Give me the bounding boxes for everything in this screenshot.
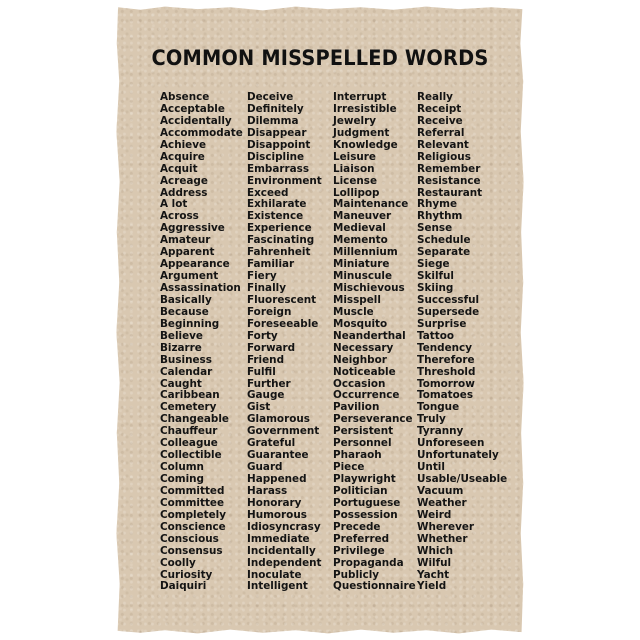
word-item: Acceptable xyxy=(160,102,225,115)
word-item: Exceed xyxy=(247,186,289,199)
word-item: Surprise xyxy=(417,317,467,330)
word-item: Resistance xyxy=(417,174,481,187)
word-item: Supersede xyxy=(417,305,480,318)
word-item: Neanderthal xyxy=(333,329,406,342)
word-item: Truly xyxy=(417,413,446,426)
word-item: Coming xyxy=(160,473,204,485)
word-item: Rhythm xyxy=(417,210,463,223)
word-item: Receive xyxy=(417,114,463,127)
word-item: Forty xyxy=(247,329,278,342)
word-item: Piece xyxy=(333,461,365,474)
word-item: Deceive xyxy=(247,91,294,103)
word-item: Fahrenheit xyxy=(247,246,311,259)
word-item: Caribbean xyxy=(160,389,220,402)
word-item: Guard xyxy=(247,461,283,474)
word-item: Usable/Useable xyxy=(417,473,508,485)
word-item: A lot xyxy=(160,198,188,211)
word-item: Siege xyxy=(417,258,450,271)
word-item: Daiquiri xyxy=(160,580,207,593)
word-item: Tattoo xyxy=(417,329,454,342)
word-column-2 xyxy=(247,92,322,593)
word-item: Existence xyxy=(247,210,304,223)
word-item: Neighbor xyxy=(333,353,387,366)
word-item: License xyxy=(333,174,378,187)
word-item: Sense xyxy=(417,222,453,235)
word-item: Rhyme xyxy=(417,198,458,211)
word-item: Jewelry xyxy=(333,114,377,127)
word-item: Minuscule xyxy=(333,270,393,283)
word-item: Necessary xyxy=(333,341,394,354)
word-item: Publicly xyxy=(333,568,380,581)
word-item: Chauffeur xyxy=(160,425,218,438)
word-item: Maneuver xyxy=(333,210,392,223)
word-item: Therefore xyxy=(417,353,475,366)
word-item: Discipline xyxy=(247,150,305,163)
word-item: Tyranny xyxy=(417,425,464,438)
word-item: Conscience xyxy=(160,520,226,533)
word-item: Misspell xyxy=(333,293,381,306)
word-item: Calendar xyxy=(160,365,213,378)
word-item: Collectible xyxy=(160,449,222,462)
word-item: Restaurant xyxy=(417,186,483,199)
word-item: Address xyxy=(160,186,208,199)
word-item: Conscious xyxy=(160,532,219,545)
word-item: Honorary xyxy=(247,496,302,509)
word-item: Weird xyxy=(417,508,452,521)
word-column-1 xyxy=(160,92,243,593)
word-item: Unfortunately xyxy=(417,449,499,462)
word-item: Referral xyxy=(417,126,465,139)
word-item: Amateur xyxy=(160,234,211,247)
word-item: Judgment xyxy=(333,126,390,139)
word-item: Guarantee xyxy=(247,449,309,462)
word-item: Tendency xyxy=(417,341,472,354)
word-item: Vacuum xyxy=(417,484,464,497)
word-item: Completely xyxy=(160,508,226,521)
word-item: Cemetery xyxy=(160,401,217,414)
word-item: Mosquito xyxy=(333,317,388,330)
word-item: Experience xyxy=(247,222,312,235)
word-item: Curiosity xyxy=(160,568,213,581)
word-item: Pavilion xyxy=(333,401,380,414)
word-item: Skiing xyxy=(417,282,454,294)
word-item: Basically xyxy=(160,293,212,306)
word-item: Privilege xyxy=(333,544,385,557)
word-item: Government xyxy=(247,425,320,438)
word-item: Glamorous xyxy=(247,413,310,426)
word-item: Incidentally xyxy=(247,544,316,557)
word-item: Occurrence xyxy=(333,389,400,402)
word-item: Familiar xyxy=(247,258,295,271)
word-item: Until xyxy=(417,461,445,474)
word-item: Foreseeable xyxy=(247,317,319,330)
word-item: Yacht xyxy=(417,568,450,581)
word-item: Wherever xyxy=(417,520,475,533)
word-item: Medieval xyxy=(333,222,386,235)
word-item: Memento xyxy=(333,234,388,247)
word-item: Acreage xyxy=(160,174,208,187)
word-item: Idiosyncrasy xyxy=(247,520,321,533)
word-item: Colleague xyxy=(160,437,218,450)
word-item: Business xyxy=(160,353,212,366)
word-item: Aggressive xyxy=(160,222,225,235)
word-item: Disappoint xyxy=(247,138,311,151)
word-item: Religious xyxy=(417,150,471,163)
word-item: Absence xyxy=(160,91,210,103)
word-item: Accidentally xyxy=(160,114,232,127)
word-item: Because xyxy=(160,305,209,318)
word-item: Humorous xyxy=(247,508,307,521)
word-item: Achieve xyxy=(160,138,207,151)
word-item: Acquire xyxy=(160,150,205,163)
word-item: Fulfil xyxy=(247,365,276,378)
word-item: Column xyxy=(160,461,204,474)
word-item: Finally xyxy=(247,282,286,294)
word-item: Assassination xyxy=(160,282,241,294)
word-item: Receipt xyxy=(417,102,462,115)
word-item: Propaganda xyxy=(333,556,404,569)
word-item: Maintenance xyxy=(333,198,409,211)
word-item: Remember xyxy=(417,162,481,175)
word-item: Weather xyxy=(417,496,467,509)
word-item: Bizarre xyxy=(160,341,202,354)
word-column-4 xyxy=(417,92,507,593)
word-item: Possession xyxy=(333,508,398,521)
word-item: Successful xyxy=(417,293,480,306)
word-item: Tomorrow xyxy=(417,377,475,390)
word-item: Portuguese xyxy=(333,496,401,509)
word-item: Embarrass xyxy=(247,162,310,175)
word-item: Immediate xyxy=(247,532,310,545)
word-item: Leisure xyxy=(333,150,376,163)
word-item: Liaison xyxy=(333,162,375,175)
word-item: Committed xyxy=(160,484,225,497)
word-item: Muscle xyxy=(333,305,374,318)
word-item: Forward xyxy=(247,341,296,354)
word-item: Whether xyxy=(417,532,468,545)
word-item: Pharaoh xyxy=(333,449,382,462)
word-item: Playwright xyxy=(333,473,396,485)
word-item: Yield xyxy=(417,580,447,593)
word-item: Politician xyxy=(333,484,388,497)
word-item: Consensus xyxy=(160,544,223,557)
word-item: Personnel xyxy=(333,437,392,450)
word-item: Which xyxy=(417,544,453,557)
word-item: Intelligent xyxy=(247,580,308,593)
word-item: Miniature xyxy=(333,258,390,271)
word-item: Appearance xyxy=(160,258,230,271)
word-item: Questionnaire xyxy=(333,580,416,593)
word-item: Unforeseen xyxy=(417,437,485,450)
word-item: Preferred xyxy=(333,532,390,545)
word-item: Occasion xyxy=(333,377,386,390)
word-item: Foreign xyxy=(247,305,292,318)
word-item: Schedule xyxy=(417,234,471,247)
word-item: Millennium xyxy=(333,246,398,259)
page-title: COMMON MISSPELLED WORDS xyxy=(151,46,489,71)
word-item: Definitely xyxy=(247,102,304,115)
word-item: Across xyxy=(160,210,199,223)
word-item: Dilemma xyxy=(247,114,299,127)
word-item: Tongue xyxy=(417,401,460,414)
word-item: Mischievous xyxy=(333,282,405,294)
word-item: Further xyxy=(247,377,291,390)
word-item: Believe xyxy=(160,329,203,342)
word-item: Apparent xyxy=(160,246,215,259)
word-item: Fascinating xyxy=(247,234,315,247)
word-item: Gist xyxy=(247,401,271,414)
word-item: Caught xyxy=(160,377,202,390)
word-item: Harass xyxy=(247,484,288,497)
word-item: Accommodate xyxy=(160,126,243,139)
word-item: Inoculate xyxy=(247,568,302,581)
word-item: Knowledge xyxy=(333,138,398,151)
word-item: Interrupt xyxy=(333,91,387,103)
word-item: Independent xyxy=(247,556,322,569)
word-item: Exhilarate xyxy=(247,198,307,211)
word-item: Noticeable xyxy=(333,365,396,378)
word-item: Environment xyxy=(247,174,322,187)
word-item: Precede xyxy=(333,520,381,533)
word-item: Skilful xyxy=(417,270,454,283)
word-item: Friend xyxy=(247,353,285,366)
word-item: Disappear xyxy=(247,126,307,139)
word-item: Lollipop xyxy=(333,186,380,199)
word-item: Fluorescent xyxy=(247,293,317,306)
word-item: Beginning xyxy=(160,317,220,330)
word-item: Committee xyxy=(160,496,225,509)
word-item: Really xyxy=(417,91,453,103)
word-item: Separate xyxy=(417,246,471,259)
word-item: Wilful xyxy=(417,556,452,569)
word-item: Acquit xyxy=(160,162,198,175)
word-item: Tomatoes xyxy=(417,389,474,402)
word-item: Gauge xyxy=(247,389,285,402)
word-item: Argument xyxy=(160,270,219,283)
word-item: Coolly xyxy=(160,556,196,569)
word-item: Grateful xyxy=(247,437,296,450)
word-item: Fiery xyxy=(247,270,277,283)
word-column-3 xyxy=(333,92,416,593)
word-item: Perseverance xyxy=(333,413,413,426)
word-item: Threshold xyxy=(417,365,476,378)
word-item: Relevant xyxy=(417,138,469,151)
word-item: Irresistible xyxy=(333,102,397,115)
word-item: Persistent xyxy=(333,425,394,438)
word-item: Happened xyxy=(247,473,307,485)
word-item: Changeable xyxy=(160,413,229,426)
